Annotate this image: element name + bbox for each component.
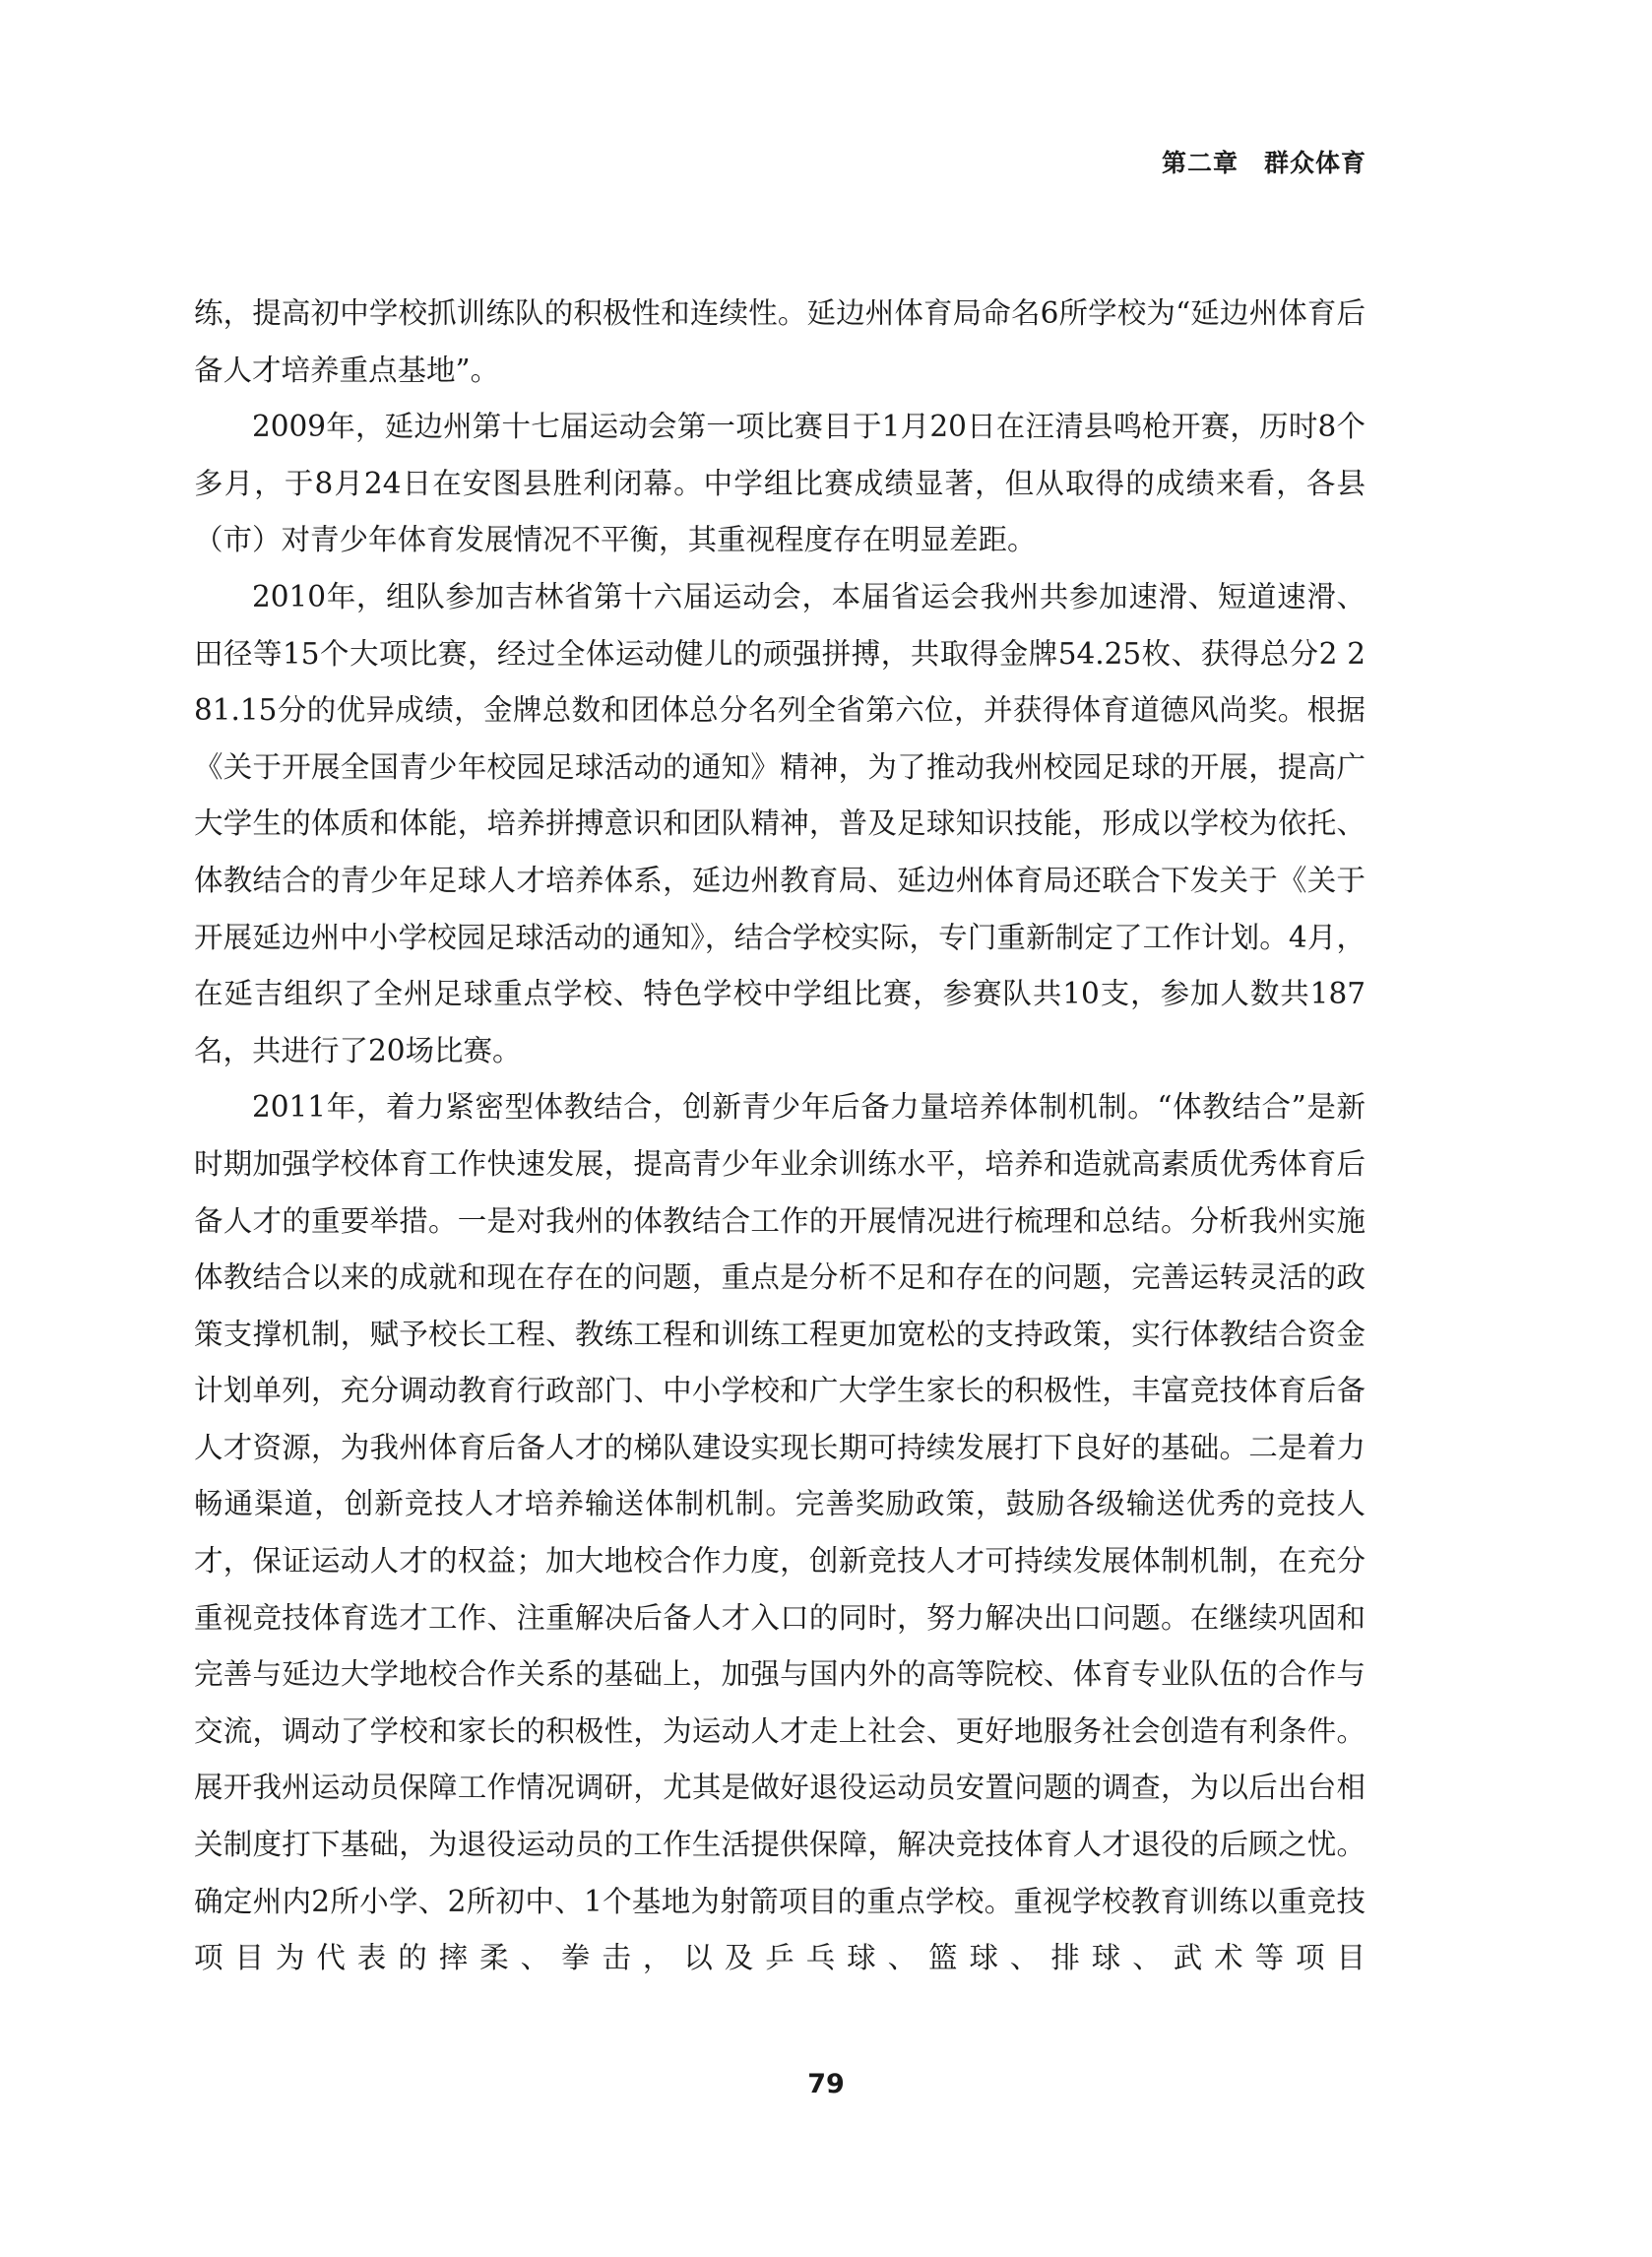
page-number: 79	[807, 2069, 845, 2099]
paragraph-continuation: 练，提高初中学校抓训练队的积极性和连续性。延边州体育局命名6所学校为“延边州体育后备人才培养重点基地”。	[194, 296, 1366, 387]
paragraph-2010: 2010年，组队参加吉林省第十六届运动会，本届省运会我州共参加速滑、短道速滑、田径等15个大项比赛，经过全体运动健儿的顽强拼搏，共取得金牌54.25枚、获得总分2 281.15分的优异成绩，金牌总数和团体总分名列全省第六位，并获得体育道德风尚奖。根据《关于开展全国青少年校园足球活动的通知》精神，为了推动我州校园足球的开展，提高广大学生的体质和体能，培养拼搏意识和团队精神，普及足球知识技能，形成以学校为依托、体教结合的青少年足球人才培养体系，延边州教育局、延边州体育局还联合下发关于《关于开展延边州中小学校园足球活动的通知》，结合学校实际，专门重新制定了工作计划。4月，在延吉组织了全州足球重点学校、特色学校中学组比赛，参赛队共10支，参加人数共187名，共进行了20场比赛。	[194, 579, 1366, 1067]
running-head-chapter: 第二章 群众体育	[1161, 149, 1366, 177]
paragraph-2011: 2011年，着力紧密型体教结合，创新青少年后备力量培养体制机制。“体教结合”是新时期加强学校体育工作快速发展，提高青少年业余训练水平，培养和造就高素质优秀体育后备人才的重要举措。一是对我州的体教结合工作的开展情况进行梳理和总结。分析我州实施体教结合以来的成就和现在存在的问题，重点是分析不足和存在的问题，完善运转灵活的政策支撑机制，赋予校长工程、教练工程和训练工程更加宽松的支持政策，实行体教结合资金计划单列，充分调动教育行政部门、中小学校和广大学生家长的积极性，丰富竞技体育后备人才资源，为我州体育后备人才的梯队建设实现长期可持续发展打下良好的基础。二是着力畅通渠道，创新竞技人才培养输送体制机制。完善奖励政策，鼓励各级输送优秀的竞技人才，保证运动人才的权益；加大地校合作力度，创新竞技人才可持续发展体制机制，在充分重视竞技体育选才工作、注重解决后备人才入口的同时，努力解决出口问题。在继续巩固和完善与延边大学地校合作关系的基础上，加强与国内外的高等院校、体育专业队伍的合作与交流，调动了学校和家长的积极性，为运动人才走上社会、更好地服务社会创造有利条件。展开我州运动员保障工作情况调研，尤其是做好退役运动员安置问题的调查，为以后出台相关制度打下基础，为退役运动员的工作生活提供保障，解决竞技体育人才退役的后顾之忧。确定州内2所小学、2所初中、1个基地为射箭项目的重点学校。重视学校教育训练以重竞技项目为代表的摔柔、拳击，以及乒乓球、篮球、排球、武术等项目	[194, 1090, 1366, 1975]
paragraph-2009: 2009年，延边州第十七届运动会第一项比赛目于1月20日在汪清县鸣枪开赛，历时8个多月，于8月24日在安图县胜利闭幕。中学组比赛成绩显著，但从取得的成绩来看，各县（市）对青少年体育发展情况不平衡，其重视程度存在明显差距。	[194, 410, 1366, 557]
body-text	[194, 286, 1366, 1987]
